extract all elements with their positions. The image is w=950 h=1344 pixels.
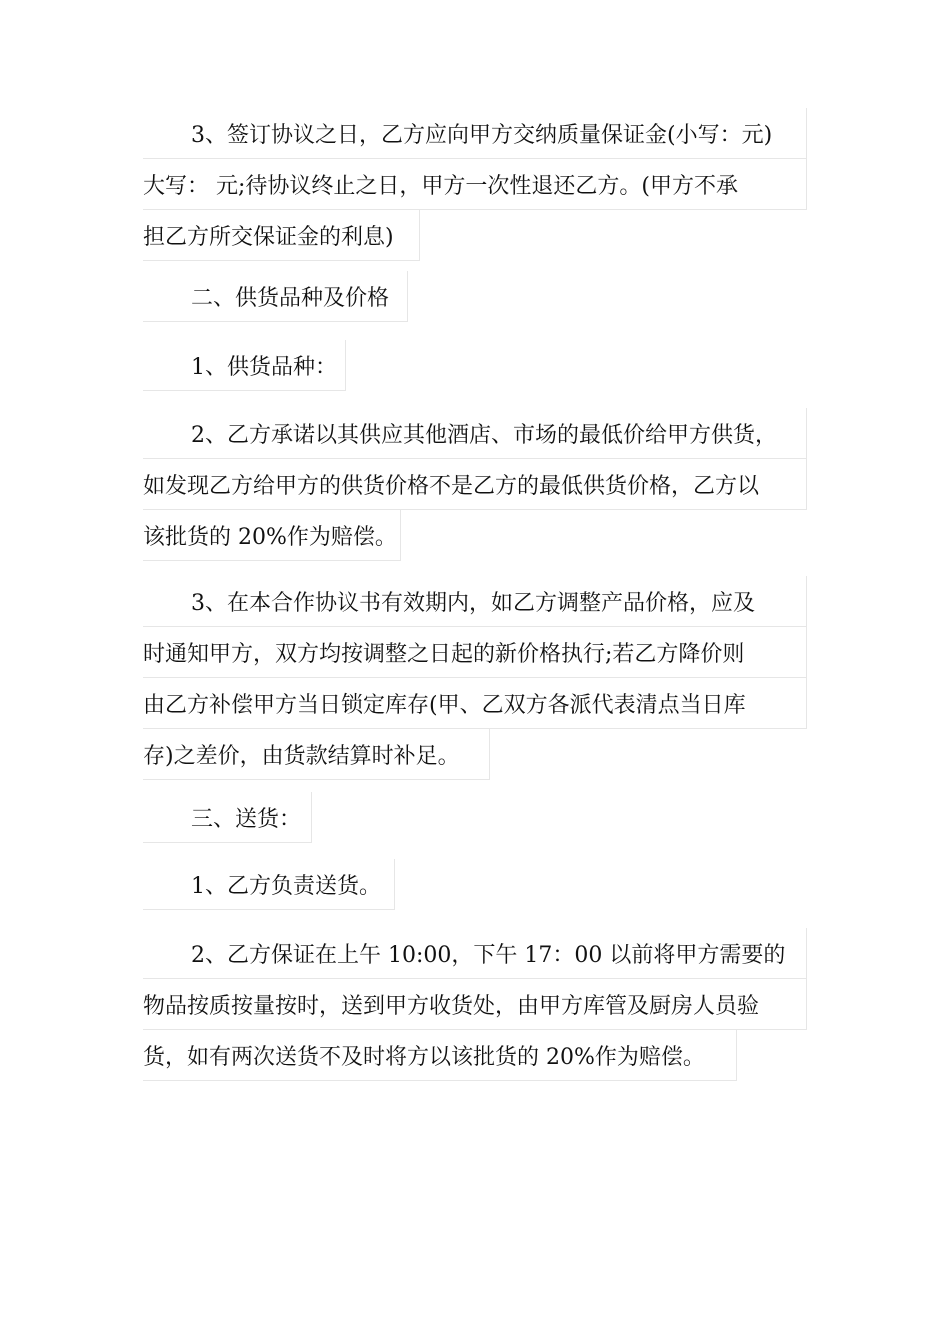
paragraph-delivery-schedule bbox=[143, 928, 807, 1081]
text-line: 2、乙方保证在上午 10:00，下午 17：00 以前将甲方需要的 bbox=[143, 928, 807, 979]
text-line: 由乙方补偿甲方当日锁定库存(甲、乙双方各派代表清点当日库 bbox=[143, 678, 807, 729]
text-line: 2、乙方承诺以其供应其他酒店、市场的最低价给甲方供货， bbox=[143, 408, 807, 459]
text-line: 3、签订协议之日，乙方应向甲方交纳质量保证金(小写：元) bbox=[143, 108, 807, 159]
text-line: 3、在本合作协议书有效期内，如乙方调整产品价格，应及 bbox=[143, 576, 807, 627]
text-line: 1、供货品种： bbox=[143, 340, 346, 391]
text-line: 货，如有两次送货不及时将方以该批货的 20%作为赔偿。 bbox=[143, 1030, 737, 1081]
text-line: 如发现乙方给甲方的供货价格不是乙方的最低供货价格，乙方以 bbox=[143, 459, 807, 510]
paragraph-price-adjustment bbox=[143, 576, 807, 780]
text-line: 三、送货： bbox=[143, 792, 312, 843]
text-line: 存)之差价，由货款结算时补足。 bbox=[143, 729, 490, 780]
section-heading-supply-varieties-and-price bbox=[143, 271, 408, 322]
paragraph-lowest-price bbox=[143, 408, 807, 561]
paragraph-delivery-responsibility bbox=[143, 859, 395, 910]
text-line: 该批货的 20%作为赔偿。 bbox=[143, 510, 401, 561]
text-line: 1、乙方负责送货。 bbox=[143, 859, 395, 910]
text-line: 二、供货品种及价格 bbox=[143, 271, 408, 322]
text-line: 担乙方所交保证金的利息) bbox=[143, 210, 420, 261]
text-line: 时通知甲方，双方均按调整之日起的新价格执行;若乙方降价则 bbox=[143, 627, 807, 678]
text-line: 大写： 元;待协议终止之日，甲方一次性退还乙方。(甲方不承 bbox=[143, 159, 807, 210]
paragraph-supply-varieties bbox=[143, 340, 346, 391]
section-heading-delivery bbox=[143, 792, 312, 843]
paragraph-deposit bbox=[143, 108, 807, 261]
text-line: 物品按质按量按时，送到甲方收货处，由甲方库管及厨房人员验 bbox=[143, 979, 807, 1030]
